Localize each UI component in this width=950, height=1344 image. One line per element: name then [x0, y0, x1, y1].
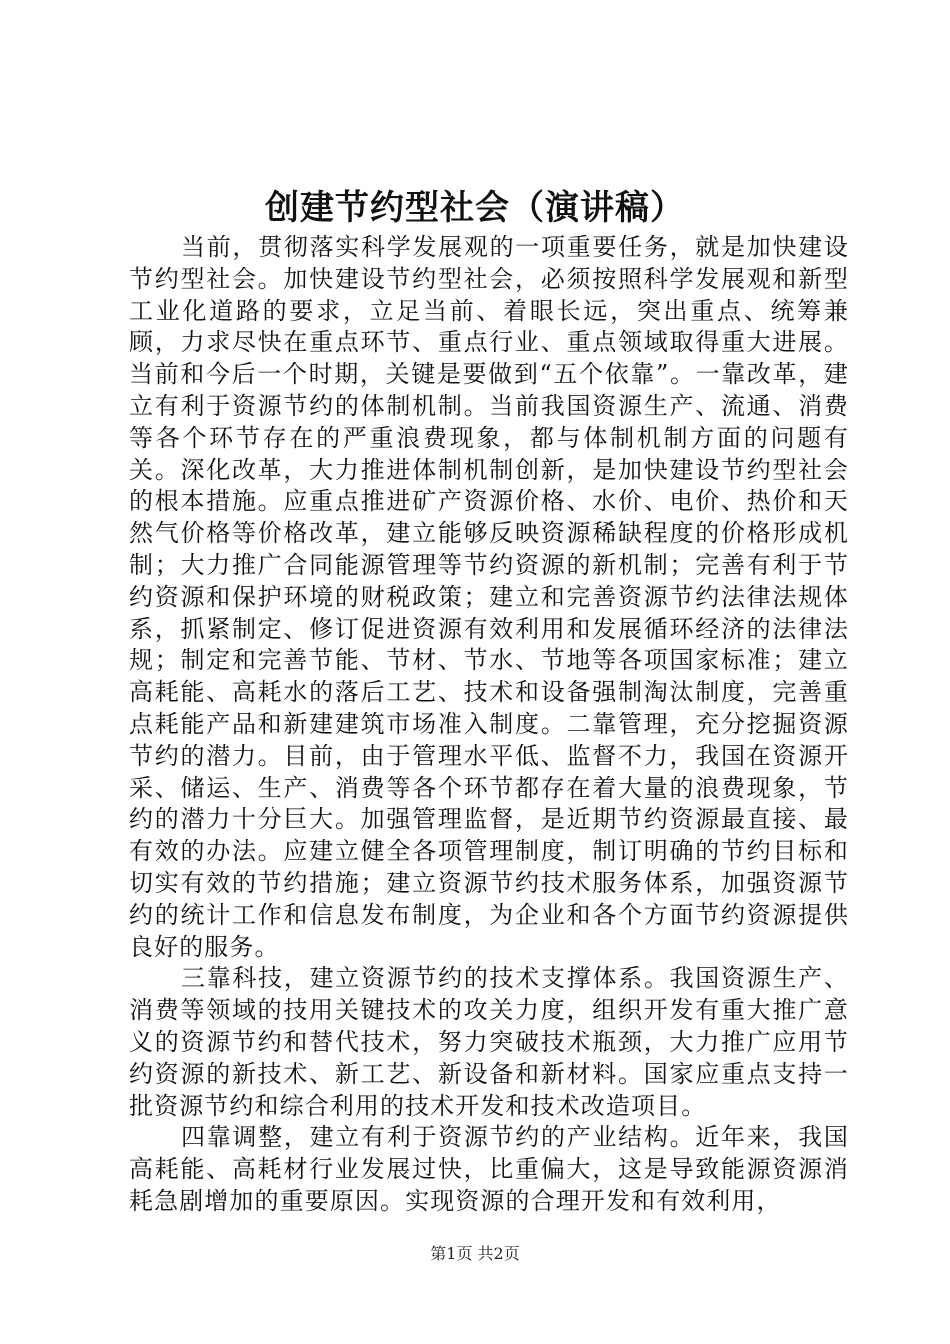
paragraph-1: 当前，贯彻落实科学发展观的一项重要任务，就是加快建设节约型社会。加快建设节约型社会，必须按照科学发展观和新型工业化道路的要求，立足当前、着眼长远，突出重点、统筹兼顾，力求尽快在重点环节、重点行业、重点领域取得重大进展。当前和今后一个时期，关键是要做到“五个依靠”。一靠改革，建立有利于资源节约的体制机制。当前我国资源生产、流通、消费等各个环节存在的严重浪费现象，都与体制机制方面的问题有关。深化改革，大力推进体制机制创新，是加快建设节约型社会的根本措施。应重点推进矿产资源价格、水价、电价、热价和天然气价格等价格改革，建立能够反映资源稀缺程度的价格形成机制；大力推广合同能源管理等节约资源的新机制；完善有利于节约资源和保护环境的财税政策；建立和完善资源节约法律法规体系，抓紧制定、修订促进资源有效利用和发展循环经济的法律法规；制定和完善节能、节材、节水、节地等各项国家标准；建立高耗能、高耗水的落后工艺、技术和设备强制淘汰制度，完善重点耗能产品和新建建筑市场准入制度。二靠管理，充分挖掘资源节约的潜力。目前，由于管理水平低、监督不力，我国在资源开采、储运、生产、消费等各个环节都存在着大量的浪费现象，节约的潜力十分巨大。加强管理监督，是近期节约资源最直接、最有效的办法。应建立健全各项管理制度，制订明确的节约目标和切实有效的节约措施；建立资源节约技术服务体系，加强资源节约的统计工作和信息发布制度，为企业和各个方面节约资源提供良好的服务。	[129, 233, 849, 961]
document-body	[129, 232, 849, 1218]
page-footer: 第1页 共2页	[430, 1244, 520, 1263]
document-title: 创建节约型社会（演讲稿）	[265, 188, 685, 228]
paragraph-3: 四靠调整，建立有利于资源节约的产业结构。近年来，我国高耗能、高耗材行业发展过快，比重偏大，这是导致能源资源消耗急剧增加的重要原因。实现资源的合理开发和有效利用，	[129, 1123, 849, 1215]
paragraph-2: 三靠科技，建立资源节约的技术支撑体系。我国资源生产、消费等领域的技用关键技术的攻关力度，组织开发有重大推广意义的资源节约和替代技术，努力突破技术瓶颈，大力推广应用节约资源的新技术、新工艺、新设备和新材料。国家应重点支持一批资源节约和综合利用的技术开发和技术改造项目。	[129, 964, 849, 1120]
